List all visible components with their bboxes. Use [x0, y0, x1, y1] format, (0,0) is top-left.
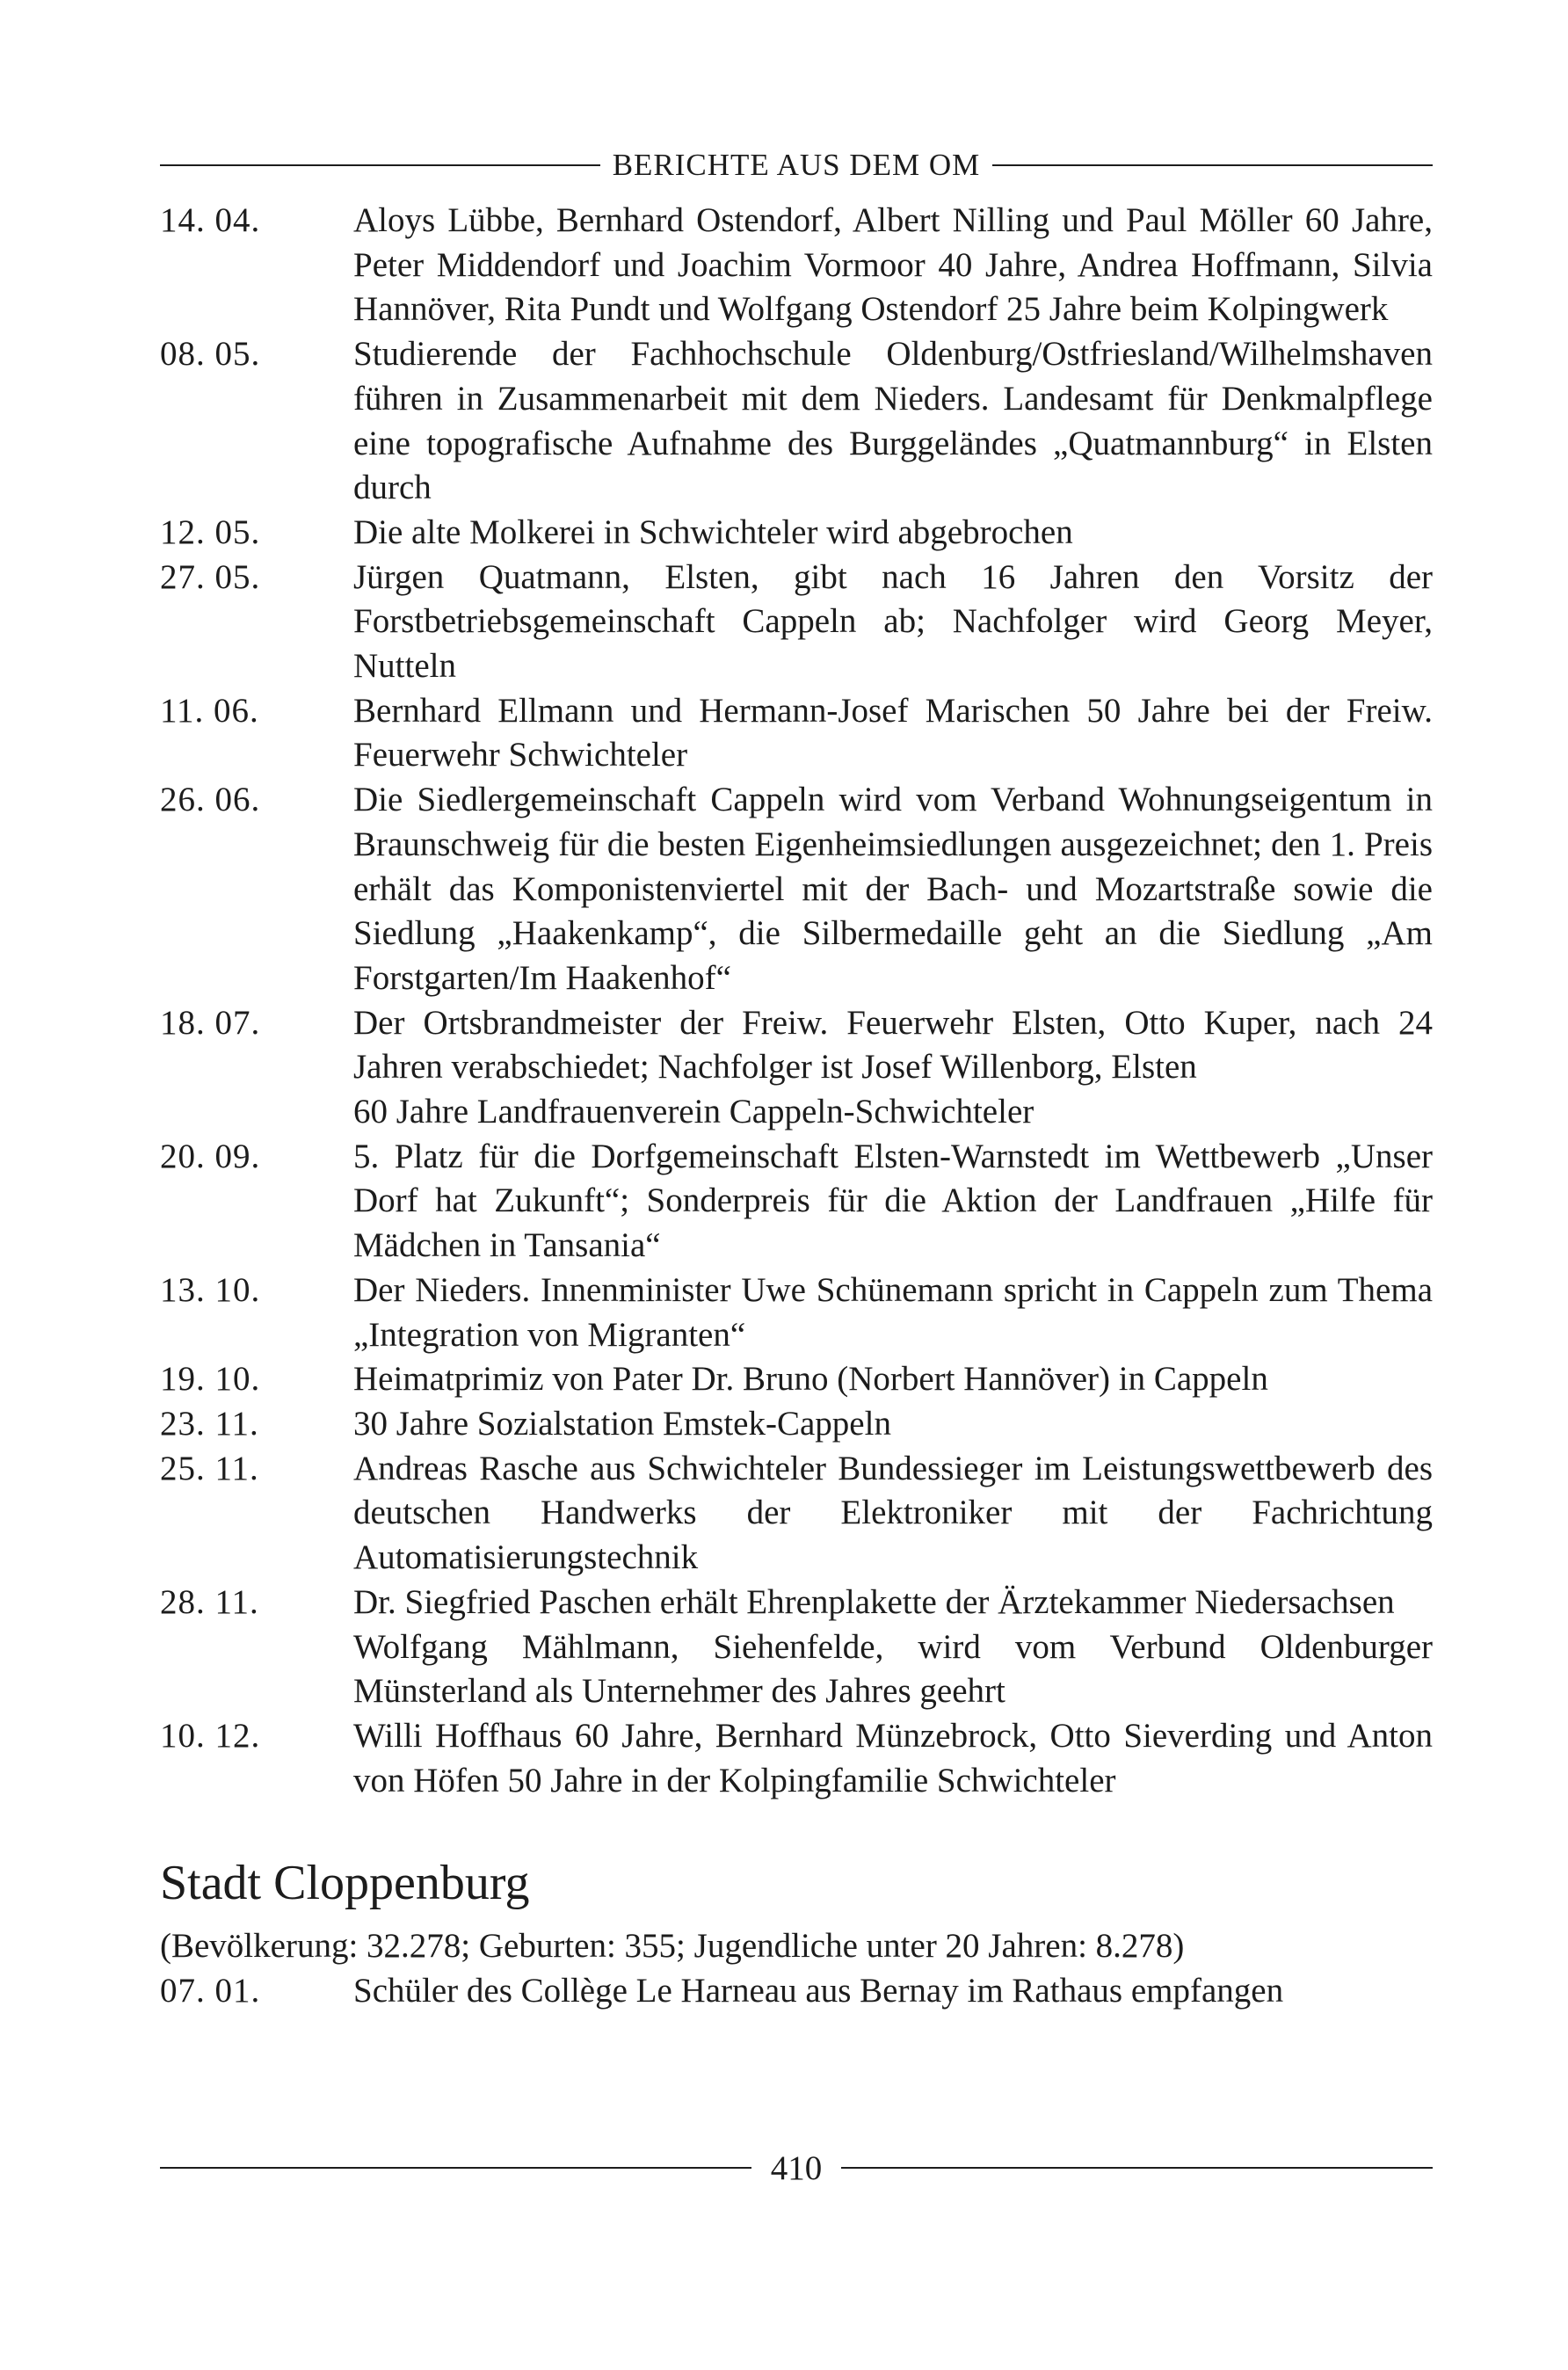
page-number: 410	[770, 2148, 823, 2187]
entry-text	[353, 556, 1433, 689]
chronicle-entry	[160, 1447, 1433, 1581]
entry-text	[353, 1269, 1433, 1357]
chronicle-entry	[160, 556, 1433, 689]
entry-date: 19. 10.	[160, 1360, 261, 1399]
entry-date: 11. 06.	[160, 691, 259, 730]
chronicle-entry	[160, 1714, 1433, 1803]
entry-paragraph: Die alte Molkerei in Schwichteler wird abgebrochen	[353, 513, 1073, 551]
entry-text	[353, 1402, 1433, 1447]
entry-paragraph: 30 Jahre Sozialstation Emstek-Cappeln	[353, 1404, 891, 1443]
entry-paragraph: Dr. Siegfried Paschen erhält Ehrenplakette der Ärztekammer Niedersachsen	[353, 1582, 1395, 1621]
entry-paragraph: Aloys Lübbe, Bernhard Ostendorf, Albert Nilling und Paul Möller 60 Jahre, Peter Middendorf und Joachim Vormoor 40 Jahre, Andrea Hoffmann, Silvia Hannöver, Rita Pundt und Wolfgang Ostendorf 25 Jahre beim Kolpingwerk	[353, 201, 1433, 329]
entry-date: 25. 11.	[160, 1449, 259, 1487]
entry-date: 10. 12.	[160, 1716, 261, 1755]
running-head	[160, 141, 1433, 190]
entry-date: 14. 04.	[160, 201, 261, 239]
footer-rule-left	[160, 2167, 751, 2169]
chronicle-entry	[160, 199, 1433, 332]
entry-paragraph: Wolfgang Mählmann, Siehenfelde, wird vom Verbund Oldenburger Münsterland als Unternehmer des Jahres geehrt	[353, 1627, 1433, 1711]
entry-date: 13. 10.	[160, 1270, 261, 1309]
entry-text	[353, 511, 1433, 556]
chronicle-entry	[160, 689, 1433, 778]
entry-text	[353, 1581, 1433, 1714]
entry-paragraph: 5. Platz für die Dorfgemeinschaft Elsten-Warnstedt im Wettbewerb „Unser Dorf hat Zukunft“; Sonderpreis für die Aktion der Landfrauen „Hilfe für Mädchen in Tansania“	[353, 1137, 1433, 1265]
entry-date: 26. 06.	[160, 781, 261, 819]
entry-date: 23. 11.	[160, 1404, 259, 1443]
page	[160, 141, 1433, 2014]
entry-text	[353, 1357, 1433, 1402]
entry-text	[353, 1135, 1433, 1269]
section-heading: Stadt Cloppenburg	[160, 1856, 530, 1911]
entry-text	[353, 1447, 1433, 1581]
chronicle-entry	[160, 332, 1433, 511]
chronicle-entry	[160, 1969, 1433, 2014]
entry-text	[353, 332, 1433, 511]
entry-text	[353, 1969, 1433, 2014]
entry-paragraph: Der Nieders. Innenminister Uwe Schünemann spricht in Cappeln zum Thema „Integration von Migranten“	[353, 1270, 1433, 1354]
footer-rule-right	[841, 2167, 1433, 2169]
entry-date: 08. 05.	[160, 335, 261, 374]
entry-date: 20. 09.	[160, 1137, 261, 1175]
chronicle-entry	[160, 1269, 1433, 1357]
running-title: BERICHTE AUS DEM OM	[612, 148, 981, 182]
chronicle-entry	[160, 778, 1433, 1001]
entry-date: 28. 11.	[160, 1582, 259, 1621]
entry-date: 27. 05.	[160, 557, 261, 596]
entry-paragraph: Jürgen Quatmann, Elsten, gibt nach 16 Jahren den Vorsitz der Forstbetriebsgemeinschaft Cappeln ab; Nachfolger wird Georg Meyer, Nutteln	[353, 557, 1433, 686]
chronicle-entry	[160, 511, 1433, 556]
header-rule-left	[160, 164, 600, 166]
entry-date: 18. 07.	[160, 1003, 261, 1042]
entry-paragraph: Die Siedlergemeinschaft Cappeln wird vom Verband Wohnungseigentum in Braunschweig für die besten Eigenheimsiedlungen ausgezeichnet; den 1. Preis erhält das Komponistenviertel mit der Bach- und Mozartstraße sowie die Siedlung „Haakenkamp“, die Silbermedaille geht an die Siedlung „Am Forstgarten/Im Haakenhof“	[353, 781, 1433, 997]
entry-text	[353, 689, 1433, 778]
entry-paragraph: Studierende der Fachhochschule Oldenburg/Ostfriesland/Wilhelmshaven führen in Zusammenarbeit mit dem Nieders. Landesamt für Denkmalpflege eine topografische Aufnahme des Burggeländes „Quatmannburg“ in Elsten durch	[353, 335, 1433, 507]
entry-paragraph: Heimatprimiz von Pater Dr. Bruno (Norbert Hannöver) in Cappeln	[353, 1360, 1268, 1399]
section-chronicle-list	[160, 1969, 1433, 2014]
entry-paragraph: Willi Hoffhaus 60 Jahre, Bernhard Münzebrock, Otto Sieverding und Anton von Höfen 50 Jahre in der Kolpingfamilie Schwichteler	[353, 1716, 1433, 1799]
entry-date: 12. 05.	[160, 513, 261, 551]
chronicle-list	[160, 199, 1433, 1803]
entry-text	[353, 778, 1433, 1001]
entry-text	[353, 1001, 1433, 1135]
page-footer	[160, 2143, 1433, 2192]
entry-text	[353, 199, 1433, 332]
chronicle-entry	[160, 1135, 1433, 1269]
entry-date: 07. 01.	[160, 1972, 261, 2010]
entry-paragraph: Andreas Rasche aus Schwichteler Bundessieger im Leistungswettbewerb des deutschen Handwerks der Elektroniker mit der Fachrichtung Automatisierungstechnik	[353, 1449, 1433, 1577]
entry-paragraph: Schüler des Collège Le Harneau aus Bernay im Rathaus empfangen	[353, 1972, 1284, 2010]
chronicle-entry	[160, 1581, 1433, 1714]
entry-paragraph: Bernhard Ellmann und Hermann-Josef Marischen 50 Jahre bei der Freiw. Feuerwehr Schwichteler	[353, 691, 1433, 774]
section-stats: (Bevölkerung: 32.278; Geburten: 355; Jugendliche unter 20 Jahren: 8.278)	[160, 1927, 1185, 1966]
entry-text	[353, 1714, 1433, 1803]
entry-paragraph: 60 Jahre Landfrauenverein Cappeln-Schwichteler	[353, 1093, 1034, 1131]
chronicle-entry	[160, 1402, 1433, 1447]
chronicle-entry	[160, 1001, 1433, 1135]
header-rule-right	[992, 164, 1433, 166]
chronicle-entry	[160, 1357, 1433, 1402]
entry-paragraph: Der Ortsbrandmeister der Freiw. Feuerwehr Elsten, Otto Kuper, nach 24 Jahren verabschiedet; Nachfolger ist Josef Willenborg, Elsten	[353, 1003, 1433, 1087]
